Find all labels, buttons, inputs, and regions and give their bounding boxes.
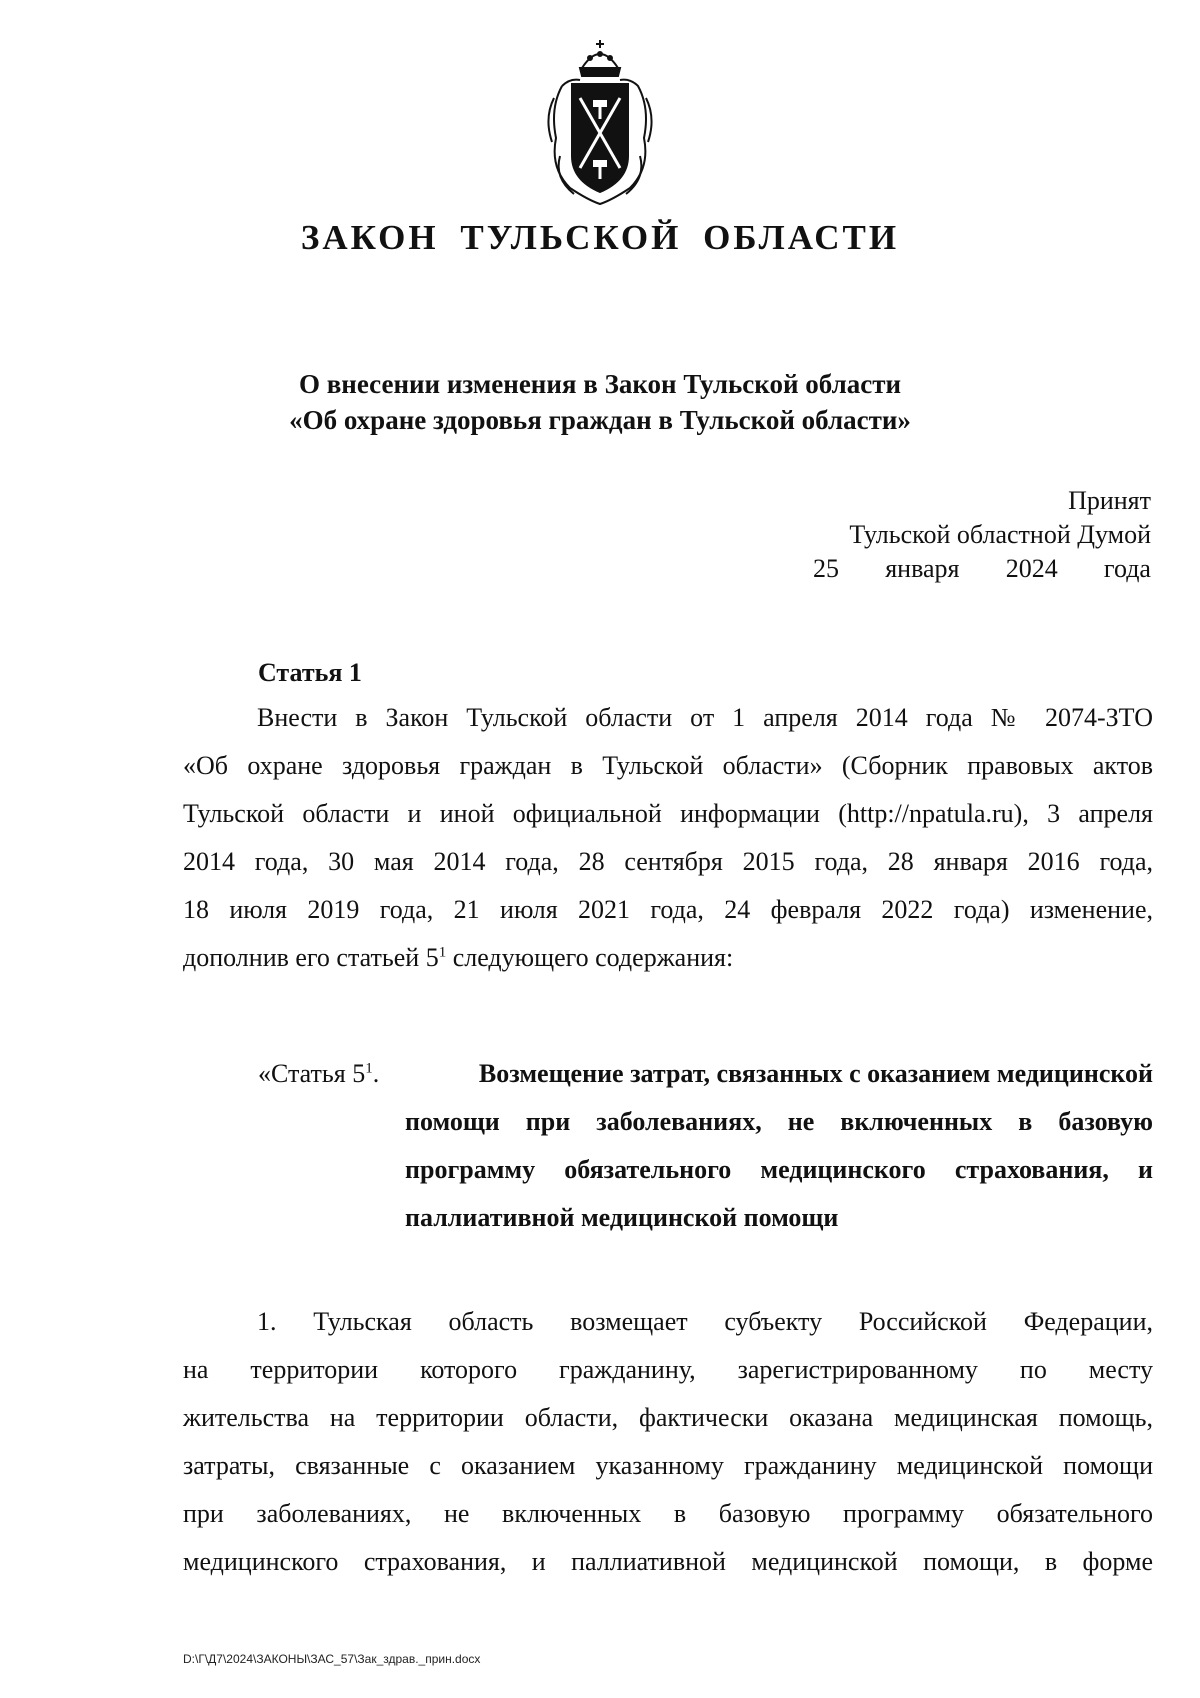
subject-line-1: О внесении изменения в Закон Тульской области — [298, 369, 902, 399]
paragraph-1-line: 1. Тульская область возмещает субъекту Российской Федерации, — [257, 1307, 1153, 1336]
article-1-line — [183, 934, 1153, 982]
article-5-1-title-line: паллиативной медицинской помощи — [405, 1203, 839, 1232]
paragraph-1-line: на территории которого гражданину, зарегистрированному по месту — [183, 1355, 1153, 1384]
article-1-last-text: дополнив его статьей 5 — [183, 943, 439, 972]
article-1-line: Тульской области и иной официальной информации (http://npatula.ru), 3 апреля — [183, 799, 1153, 828]
article-1-line: Внести в Закон Тульской области от 1 апреля 2014 года № 2074-ЗТО — [257, 703, 1153, 732]
article-1-line: 18 июля 2019 года, 21 июля 2021 года, 24 февраля 2022 года) изменение, — [183, 895, 1153, 924]
adoption-line-2: Тульской областной Думой — [849, 520, 1151, 549]
article-5-1-title-line: Возмещение затрат, связанных с оказанием медицинской — [478, 1059, 1153, 1088]
article-5-1-title-line: программу обязательного медицинского страхования, и — [405, 1155, 1153, 1184]
article-5-1-label: «Статья 5 — [258, 1059, 366, 1088]
article-1-line: 2014 года, 30 мая 2014 года, 28 сентября 2015 года, 28 января 2016 года, — [183, 847, 1153, 876]
file-path-footer: D:\Г\Д7\2024\ЗАКОНЫ\ЗАС_57\Зак_здрав._прин.docx — [183, 1652, 481, 1666]
paragraph-1-line: затраты, связанные с оказанием указанному гражданину медицинской помощи — [183, 1451, 1153, 1480]
article-1-line: «Об охране здоровья граждан в Тульской области» (Сборник правовых актов — [183, 751, 1153, 780]
subject-line-2: «Об охране здоровья граждан в Тульской области» — [289, 405, 911, 435]
paragraph-1 — [183, 1298, 1153, 1586]
adoption-year-word: года — [1103, 554, 1151, 583]
superscript: 1 — [438, 944, 447, 961]
superscript: 1 — [365, 1060, 373, 1077]
article-5-1-prefix — [258, 1050, 379, 1098]
article-5-1-heading — [258, 1050, 1153, 1242]
adoption-date — [813, 552, 1151, 586]
law-title: ЗАКОН ТУЛЬСКОЙ ОБЛАСТИ — [300, 218, 900, 257]
article-1-heading: Статья 1 — [258, 658, 362, 687]
paragraph-1-line: жительства на территории области, фактически оказана медицинская помощь, — [183, 1403, 1153, 1432]
article-1-text — [183, 694, 1153, 982]
article-5-1-title-line: помощи при заболеваниях, не включенных в базовую — [405, 1107, 1153, 1136]
article-1-last-text-end: следующего содержания: — [446, 943, 734, 972]
adoption-year: 2024 — [1005, 554, 1058, 583]
article-5-1-dot: . — [372, 1059, 380, 1088]
article-5-1-first-line — [258, 1050, 1153, 1098]
adoption-day: 25 — [813, 554, 839, 583]
adoption-line-1: Принят — [1068, 486, 1151, 515]
paragraph-1-line: при заболеваниях, не включенных в базовую программу обязательного — [183, 1499, 1153, 1528]
law-subject — [0, 366, 1200, 438]
coat-of-arms-icon — [540, 38, 660, 208]
adoption-month: января — [885, 554, 960, 583]
paragraph-1-line: медицинского страхования, и паллиативной медицинской помощи, в форме — [183, 1547, 1153, 1576]
adoption-block — [813, 484, 1151, 586]
